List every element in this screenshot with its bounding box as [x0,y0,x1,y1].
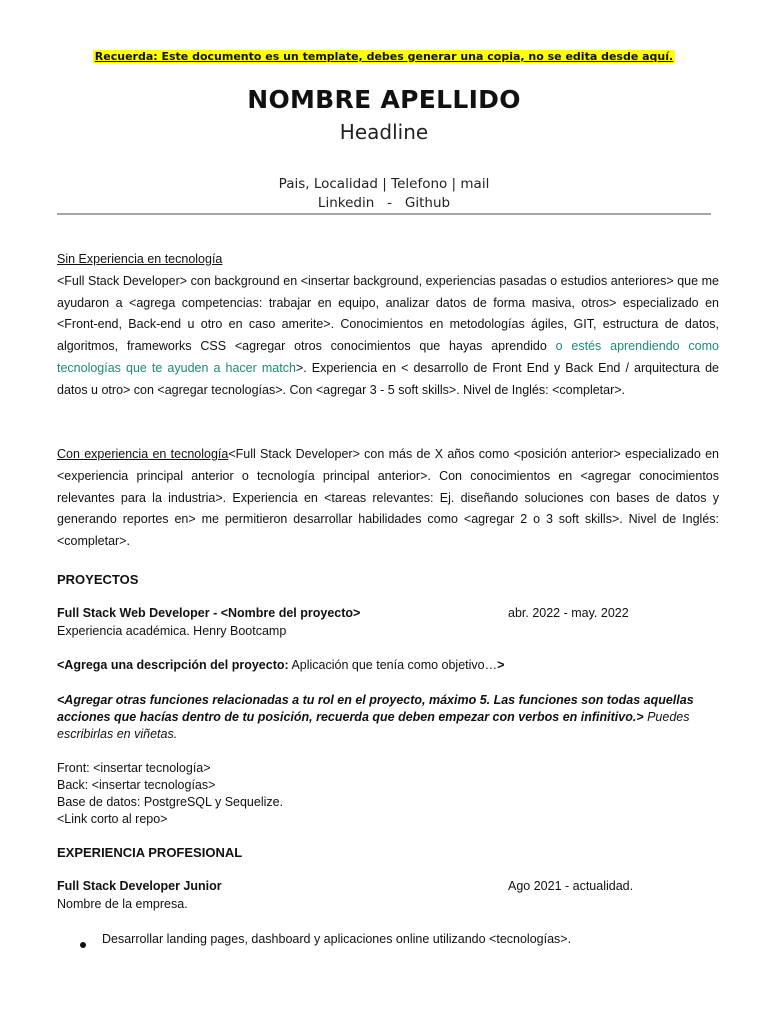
template-notice [0,47,768,65]
summary-no-experience-highlight: o estés aprendiendo como tecnologías que te ayuden a hacer match [57,339,720,375]
full-name: NOMBRE APELLIDO [247,85,521,114]
project-tech-database: Base de datos: PostgreSQL y Sequelize. [57,795,284,809]
experience-heading: EXPERIENCIA PROFESIONAL [57,845,243,860]
summary-no-experience-text-1: <Full Stack Developer> con background en <insertar background, experiencias pasadas o estudios anteriores> que me ayudaron a <agrega competencias: trabajar en equipo, analizar datos de forma masiva, otros> especializado en <Front-end, Back-end u otro en caso amerite>. Conocimientos en metodologías ágiles, GIT, estructura de datos, algoritmos, frameworks CSS <agregar otros conocimientos que hayas aprendido [57,273,719,354]
experience-bullet: Desarrollar landing pages, dashboard y aplicaciones online utilizando <tecnologías>. [102,932,572,946]
summary-experience [57,444,719,553]
template-notice-text: Recuerda: Este documento es un template, debes generar una copia, no se edita desde aquí. [94,50,674,63]
project-functions-text: <Agregar otras funciones relacionadas a tu rol en el proyecto, máximo 5. Las funciones son todas aquellas acciones que hacías dentro de tu posición, recuerda que deben empezar con verbos en infinitivo.> [57,693,694,724]
project-repo-link: <Link corto al repo> [57,812,168,826]
project-functions-note: Puedes escribirlas en viñetas. [57,710,690,741]
experience-role: Full Stack Developer Junior [57,879,222,893]
project-description [57,658,719,672]
summary-no-experience-body [57,271,719,402]
summary-no-experience [57,249,719,402]
project-role: Full Stack Web Developer - <Nombre del proyecto> [57,606,361,620]
projects-heading: PROYECTOS [57,572,139,587]
project-role-row [57,606,719,620]
project-dates: abr. 2022 - may. 2022 [508,606,629,620]
project-description-end: > [497,658,505,672]
experience-role-row [57,879,719,893]
contact-line-location: Pais, Localidad | Telefono | mail [278,176,490,192]
project-tech-front: Front: <insertar tecnología> [57,761,211,775]
headline: Headline [339,120,429,144]
summary-experience-text: <Full Stack Developer> con más de X años como <posición anterior> especializado en <experiencia principal anterior o tecnología principal anterior>. Con conocimientos en <agregar conocimientos relevantes para la industria>. Experiencia en <tareas relevantes: Ej. diseñando soluciones con bases de datos y generando reportes en> me permitieron desarrollar habilidades como <agregar 2 o 3 soft skills>. Nivel de Inglés: <completar>. [57,447,719,549]
summary-no-experience-title: Sin Experiencia en tecnología [57,252,223,266]
header-divider [57,213,711,215]
contact-info [0,175,768,213]
summary-no-experience-text-2: >. Experiencia en < desarrollo de Front End y Back End / arquitectura de datos u otro> con <agregar tecnologías>. Con <agregar 3 - 5 soft skills>. Nivel de Inglés: <completar>. [57,360,719,397]
experience-company: Nombre de la empresa. [57,897,188,911]
project-description-label: <Agrega una descripción del proyecto: [57,658,289,672]
project-org: Experiencia académica. Henry Bootcamp [57,624,287,638]
project-tech-back: Back: <insertar tecnologías> [57,778,216,792]
project-functions [57,692,719,743]
project-tech-list [57,760,719,828]
contact-line-links: Linkedin - Github [317,195,451,211]
project-description-text: Aplicación que tenía como objetivo… [288,658,498,672]
experience-dates: Ago 2021 - actualidad. [508,879,634,893]
bullet-icon [80,942,86,948]
summary-experience-title: Con experiencia en tecnología [57,447,229,461]
